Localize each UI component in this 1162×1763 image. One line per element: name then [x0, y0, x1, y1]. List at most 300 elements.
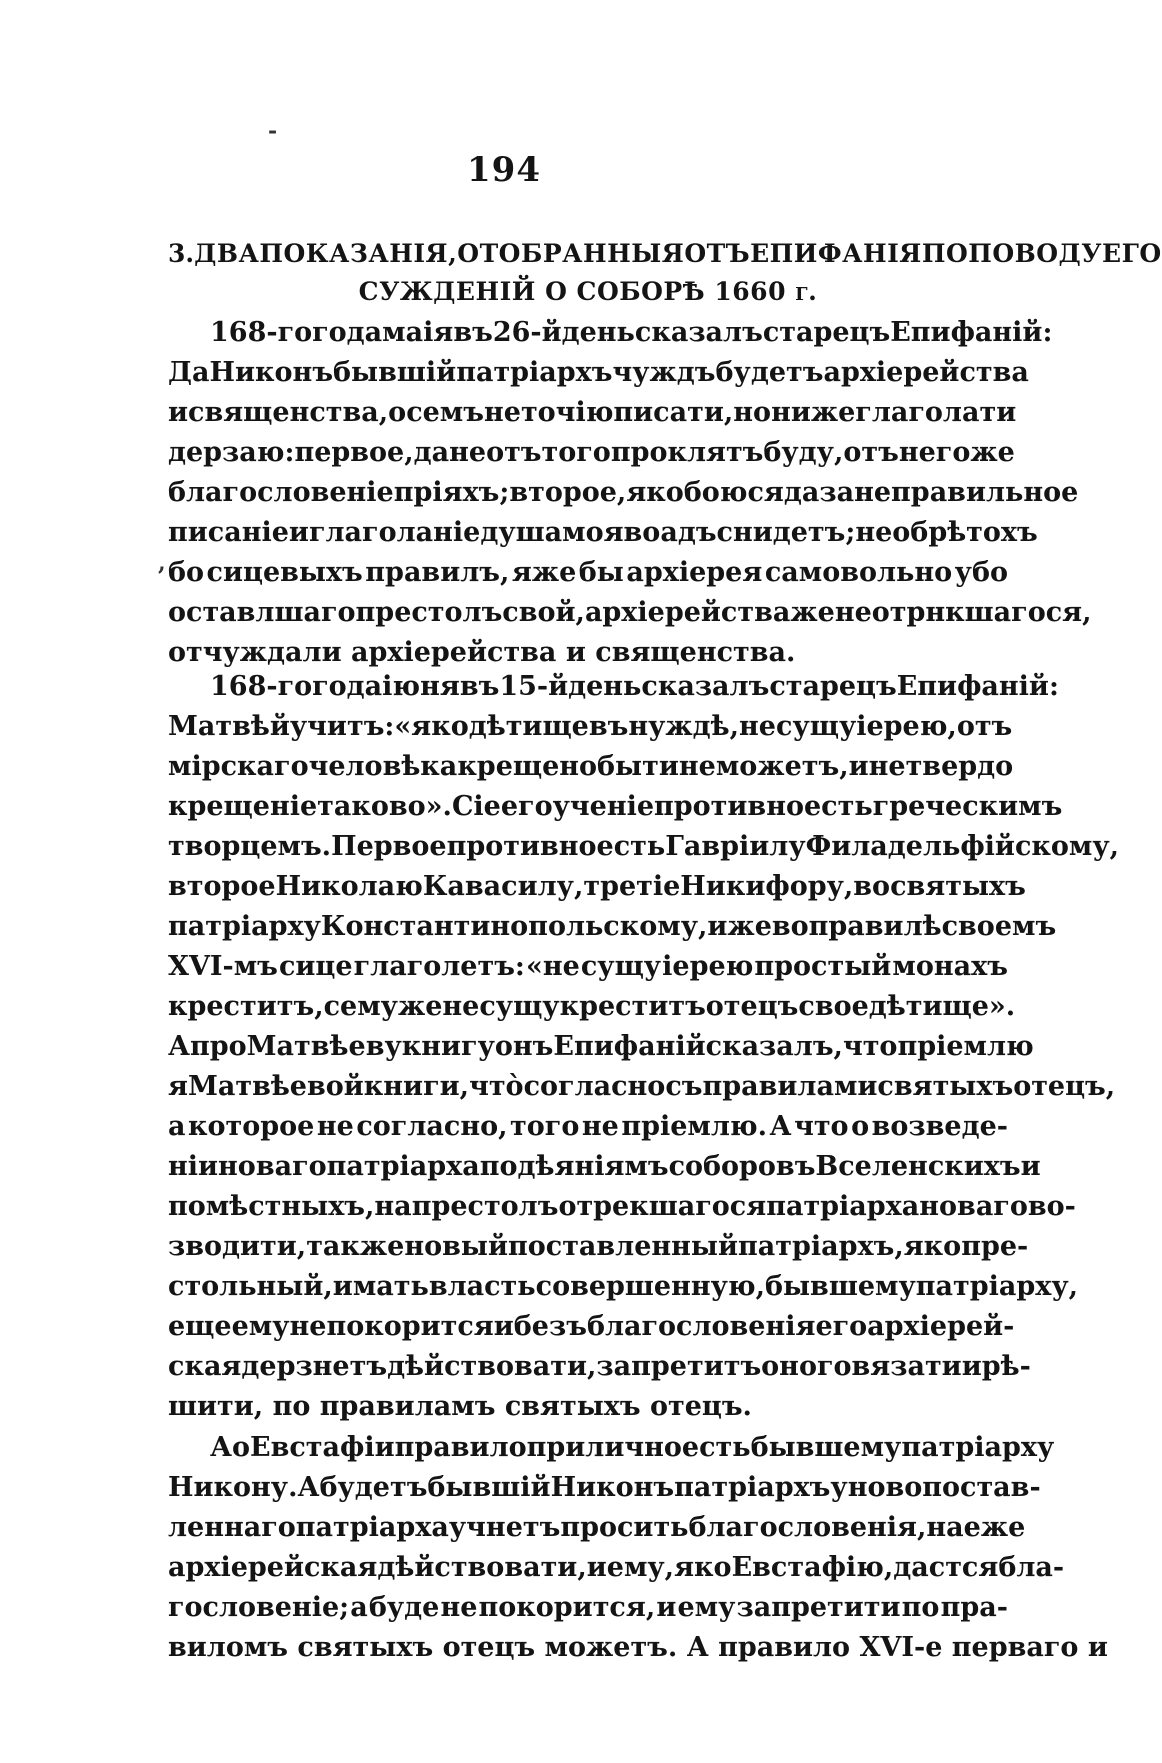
heading-number: 3.	[168, 239, 195, 268]
word: него	[898, 437, 971, 468]
word: перваго	[951, 1632, 1088, 1663]
word: таково».	[317, 791, 452, 822]
text-line	[168, 827, 1120, 867]
word: учитъ:	[289, 711, 395, 742]
word: покорится	[326, 1311, 494, 1342]
heading-word: ЕГО	[1102, 239, 1162, 268]
word: Матвѣй	[168, 711, 290, 742]
word: Сіе	[451, 791, 501, 822]
word: буду,	[763, 437, 844, 468]
word: Гавріилу	[665, 831, 806, 862]
word: въ	[459, 671, 500, 702]
word: 168-го	[210, 671, 313, 702]
word: бо	[168, 557, 205, 588]
word: неправильное	[854, 477, 1079, 508]
word: что̀	[469, 1071, 524, 1102]
word: священства.	[595, 637, 796, 668]
word: Никифору,	[680, 871, 854, 902]
word: «яко	[394, 711, 469, 742]
word: не	[739, 711, 776, 742]
word: патріархъ	[456, 357, 613, 388]
word: а	[168, 1111, 186, 1142]
word: Евстафію,	[731, 1552, 894, 1583]
word: отъ	[956, 711, 1013, 742]
word: есть	[681, 1432, 751, 1463]
word: первое,	[294, 437, 414, 468]
word: семъ	[406, 397, 484, 428]
word: пра-	[940, 1592, 1008, 1623]
word: и	[586, 1552, 607, 1583]
text-line	[168, 907, 1057, 947]
word: отрнкшагося,	[871, 597, 1092, 628]
text-line	[168, 1267, 1079, 1307]
word: покорится,	[478, 1592, 656, 1623]
word: зводити,	[168, 1231, 307, 1262]
text-line	[168, 513, 1038, 553]
word: же	[397, 991, 443, 1022]
word: іюня	[382, 671, 460, 702]
word: вязати	[851, 1351, 962, 1382]
word: Евстафіи	[250, 1432, 395, 1463]
word: яко	[626, 477, 684, 508]
word: крещено	[457, 751, 598, 782]
word: новый	[404, 1231, 508, 1262]
word: въ	[453, 317, 493, 348]
word: стольный,	[168, 1271, 333, 1302]
heading-word: ПОКАЗАНІЯ,	[259, 239, 458, 268]
word: свой,	[502, 597, 585, 628]
word: сказалъ	[634, 317, 763, 348]
word: власть	[428, 1271, 536, 1302]
text-line	[168, 947, 1008, 987]
word: имать	[332, 1271, 429, 1302]
word: Первое	[331, 831, 447, 862]
word: второе	[168, 871, 276, 902]
word: не	[868, 751, 906, 782]
text-line	[168, 1387, 1008, 1427]
word: дастся	[893, 1552, 999, 1583]
text-line	[168, 747, 1014, 787]
word: помѣстныхъ,	[168, 1191, 375, 1222]
word: Кавасилу,	[422, 871, 584, 902]
word: рѣ-	[981, 1351, 1031, 1382]
word: пріяхъ;	[393, 477, 510, 508]
word: сущу	[776, 711, 857, 742]
word: яко	[674, 1552, 732, 1583]
word: не	[442, 991, 480, 1022]
text-line	[168, 1027, 1034, 1067]
word: что	[842, 1031, 898, 1062]
word: святыхъ	[877, 1071, 1014, 1102]
word: есть	[803, 791, 873, 822]
text-line	[168, 787, 1063, 827]
word: А	[210, 1432, 232, 1463]
word: не	[678, 751, 716, 782]
text-line	[168, 707, 1013, 747]
word: мірскаго	[168, 751, 309, 782]
word: патріархъ,	[738, 1231, 904, 1262]
word: 168-го	[210, 317, 313, 348]
word: отъ	[486, 437, 542, 468]
word: Епифаній:	[896, 671, 1059, 702]
word: правилъ,	[365, 557, 510, 588]
word: сице	[278, 951, 353, 982]
word: сказалъ,	[705, 1031, 843, 1062]
word: яко	[903, 1231, 962, 1262]
word: ученіе	[552, 791, 655, 822]
word: человѣка	[308, 751, 458, 782]
word: своемъ	[941, 911, 1057, 942]
word: глаголати	[855, 397, 1017, 428]
heading-word: ПО	[921, 239, 969, 268]
text-line	[168, 667, 1059, 707]
word: XVI-е	[859, 1632, 952, 1663]
word: на	[374, 1191, 412, 1222]
word: будетъ	[319, 1472, 428, 1503]
word: просить	[560, 1512, 689, 1543]
word: Константинопольскому,	[320, 911, 708, 942]
word: Матвѣевой	[187, 1071, 364, 1102]
word: святыхъ	[890, 871, 1026, 902]
word: Епифаній:	[890, 317, 1053, 348]
word: и	[168, 397, 189, 428]
word: крещеніе	[168, 791, 318, 822]
word: бывшій	[333, 357, 457, 388]
word: еще	[168, 1311, 232, 1342]
word: также	[306, 1231, 405, 1262]
heading-line-1	[168, 235, 1162, 273]
word: что	[794, 1111, 849, 1142]
word: и	[961, 1351, 982, 1382]
word: оного	[761, 1351, 852, 1382]
word: за	[819, 477, 855, 508]
heading-word: ОТЪ	[684, 239, 751, 268]
word: онъ	[494, 1031, 554, 1062]
word: отецъ,	[1013, 1071, 1116, 1102]
word: не	[834, 597, 872, 628]
word: яже	[511, 557, 577, 588]
word: про	[190, 1031, 247, 1062]
text-line	[168, 593, 1092, 633]
word: согласно,	[356, 1111, 508, 1142]
word: буде	[368, 1592, 440, 1623]
word: святыхъ	[297, 1632, 443, 1663]
word: дѣтище».	[868, 991, 1016, 1022]
word: не	[483, 397, 521, 428]
word: день	[561, 317, 635, 348]
word: возведе-	[871, 1111, 1008, 1142]
text-line	[168, 393, 1017, 433]
word: XVI-мъ	[168, 951, 278, 982]
text-line	[168, 1508, 1026, 1548]
text-line	[168, 1307, 1015, 1347]
word: съ	[665, 1071, 703, 1102]
word: бывшему	[750, 1432, 902, 1463]
text-line	[168, 1548, 1065, 1588]
text-line	[168, 1468, 1041, 1508]
word: на	[926, 1512, 964, 1543]
word: по	[901, 1592, 940, 1623]
word: быти	[597, 751, 679, 782]
word: монахъ	[892, 951, 1008, 982]
word: его	[500, 791, 553, 822]
text-line	[168, 1107, 1008, 1147]
word: но	[733, 397, 772, 428]
paragraph-2	[168, 667, 1120, 1427]
heading-line-2: СУЖДЕНІЙ О СОБОРѢ 1660 г.	[358, 277, 818, 306]
word: бывшій	[427, 1472, 551, 1503]
word: шити,	[168, 1391, 273, 1422]
word: ему	[677, 1592, 736, 1623]
word: его	[815, 1311, 868, 1342]
word: престолъ	[355, 597, 503, 628]
stray-mark: -	[268, 118, 278, 144]
heading-word: ДВА	[194, 239, 260, 268]
word: твердо	[905, 751, 1014, 782]
word: и	[1087, 1632, 1108, 1663]
word: и	[848, 751, 869, 782]
word: старецъ	[762, 317, 891, 348]
word: во	[853, 871, 891, 902]
word: дѣйствовати,	[377, 1552, 587, 1583]
word: бывшему	[764, 1271, 916, 1302]
text-line	[168, 987, 1016, 1027]
text-line	[168, 1588, 1008, 1628]
word: пріемлю.	[621, 1111, 767, 1142]
word: дѣяніямъ	[517, 1151, 669, 1182]
text-line	[168, 1227, 1029, 1267]
text-line	[168, 1187, 1076, 1227]
word: у	[830, 1472, 848, 1503]
word: архіерейства	[351, 637, 566, 668]
word: соборовъ	[668, 1151, 816, 1182]
word: о	[232, 1432, 251, 1463]
paragraph-3	[168, 1428, 1108, 1668]
word: того	[541, 437, 611, 468]
word: іерею,	[856, 711, 957, 742]
word: новаго	[919, 1191, 1028, 1222]
word: же	[970, 437, 1015, 468]
word: и	[656, 1592, 677, 1623]
text-line	[168, 313, 1053, 353]
text-line	[168, 353, 1029, 393]
word: писати,	[613, 397, 734, 428]
word: есть	[596, 831, 666, 862]
word: можетъ,	[715, 751, 849, 782]
word: день	[568, 671, 642, 702]
word: глаголаніе	[308, 517, 481, 548]
word: Да	[168, 357, 210, 388]
word: по	[479, 1151, 518, 1182]
word: дерзнетъ	[241, 1351, 388, 1382]
word: книгу	[401, 1031, 495, 1062]
word: безъ	[513, 1311, 587, 1342]
word: леннаго	[168, 1512, 296, 1543]
word: Вселенскихъ	[815, 1151, 1021, 1182]
word: патріарха	[766, 1191, 920, 1222]
word: чуждъ	[612, 357, 716, 388]
word: запретити	[736, 1592, 901, 1623]
word: противно	[446, 831, 597, 862]
word: запретитъ	[596, 1351, 762, 1382]
word: Филадельфійскому,	[805, 831, 1120, 862]
heading-word: ОТОБРАННЫЯ	[457, 239, 685, 268]
word: старецъ	[769, 671, 897, 702]
word: снидетъ;	[716, 517, 856, 548]
word: учнетъ	[448, 1512, 561, 1543]
word: по	[272, 1391, 320, 1422]
word: творцемъ.	[168, 831, 332, 862]
word: сущу	[580, 951, 662, 982]
word: А	[168, 1031, 190, 1062]
section-heading	[168, 235, 1162, 311]
word: А	[769, 1111, 792, 1142]
word: свое	[798, 991, 869, 1022]
text-line	[168, 1428, 1055, 1468]
word: не	[581, 1111, 619, 1142]
word: самовольно	[764, 557, 953, 588]
word: благословеніе	[168, 477, 394, 508]
word: патріарху,	[915, 1271, 1079, 1302]
word: патріархъ	[674, 1472, 831, 1503]
word: правило	[394, 1432, 527, 1463]
word: не	[316, 1111, 354, 1142]
text-line	[168, 553, 1008, 593]
word: архіерейства	[584, 597, 791, 628]
word: во-	[1027, 1191, 1076, 1222]
word: патріарху	[901, 1432, 1055, 1463]
text-line	[168, 433, 1015, 473]
word: дѣйствовати,	[387, 1351, 597, 1382]
word: точію	[520, 397, 614, 428]
word: пре-	[961, 1231, 1029, 1262]
word: сказалъ	[641, 671, 770, 702]
word: новопостав-	[847, 1472, 1041, 1503]
word: сицевыхъ	[206, 557, 363, 588]
word: обрѣтохъ	[892, 517, 1038, 548]
word: священства,	[188, 397, 389, 428]
word: ская	[168, 1351, 242, 1382]
word: сему	[323, 991, 398, 1022]
word: святыхъ	[504, 1391, 650, 1422]
word: еже	[963, 1512, 1026, 1543]
word: патріарха	[295, 1512, 449, 1543]
word: патріарху	[168, 911, 321, 942]
word: въ	[588, 711, 629, 742]
word: отецъ	[705, 991, 799, 1022]
word: будетъ	[715, 357, 824, 388]
word: о	[388, 397, 407, 428]
word: проклятъ	[610, 437, 764, 468]
word: о	[851, 1111, 870, 1142]
word: 15-й	[499, 671, 569, 702]
word: патріарха	[326, 1151, 480, 1182]
word: же	[790, 597, 835, 628]
word: «не	[525, 951, 580, 982]
word: третіе	[583, 871, 681, 902]
word: новаго	[218, 1151, 327, 1182]
text-line	[168, 867, 1026, 907]
word: глаголетъ:	[353, 951, 525, 982]
word: и	[565, 637, 596, 668]
text-line	[168, 1628, 1108, 1668]
word: и	[1020, 1151, 1041, 1182]
word: ниже	[771, 397, 856, 428]
word: оставлшаго	[168, 597, 356, 628]
word: дѣтище	[468, 711, 589, 742]
word: дерзаю:	[168, 437, 295, 468]
word: совершенную,	[535, 1271, 765, 1302]
word: адъ	[660, 517, 717, 548]
word: правиламъ	[319, 1391, 505, 1422]
word: правило	[718, 1632, 860, 1663]
word: сущу	[479, 991, 560, 1022]
word: противно	[654, 791, 804, 822]
word: да	[783, 477, 820, 508]
word: правилѣ	[808, 911, 942, 942]
word: архіерейская	[168, 1552, 378, 1583]
word: ему,	[606, 1552, 675, 1583]
word: во	[771, 911, 809, 942]
word: прилично	[526, 1432, 682, 1463]
text-line	[168, 473, 1079, 513]
word: Никону.	[168, 1472, 298, 1503]
word: правилами	[702, 1071, 878, 1102]
word: душа	[480, 517, 563, 548]
word: Никонъ	[209, 357, 334, 388]
word: креститъ	[559, 991, 706, 1022]
word: не	[449, 437, 487, 468]
word: бла-	[998, 1552, 1065, 1583]
word: и	[493, 1311, 514, 1342]
word: отецъ	[442, 1632, 545, 1663]
word: отчуждали	[168, 637, 352, 668]
word: не	[440, 1592, 478, 1623]
word: нуждѣ,	[628, 711, 740, 742]
word: года	[312, 317, 383, 348]
stray-mark: ,	[158, 550, 166, 576]
word: отъ	[843, 437, 899, 468]
word: архіерейства	[823, 357, 1029, 388]
word: согласно	[523, 1071, 666, 1102]
word: Никонъ	[550, 1472, 675, 1503]
word: которое	[188, 1111, 315, 1142]
word: и	[288, 517, 309, 548]
word: не	[289, 1311, 327, 1342]
word: престолъ	[411, 1191, 559, 1222]
word: простый	[754, 951, 892, 982]
word: во	[623, 517, 661, 548]
word: ніи	[168, 1151, 219, 1182]
heading-word: ПОВОДУ	[968, 239, 1103, 268]
word: а	[350, 1592, 368, 1623]
text-line	[168, 1147, 1041, 1187]
word: А	[686, 1632, 719, 1663]
word: не	[855, 517, 893, 548]
word: отецъ.	[649, 1391, 752, 1422]
text-line	[168, 1067, 1116, 1107]
word: благословенія	[586, 1311, 816, 1342]
heading-word: ЕПИФАНІЯ	[750, 239, 922, 268]
word: маія	[382, 317, 454, 348]
word: писаніе	[168, 517, 289, 548]
word: иже	[707, 911, 772, 942]
word: бы	[578, 557, 624, 588]
word: я	[168, 1071, 188, 1102]
word: отрекшагося	[558, 1191, 767, 1222]
word: книги,	[363, 1071, 470, 1102]
word: поставленный	[507, 1231, 739, 1262]
